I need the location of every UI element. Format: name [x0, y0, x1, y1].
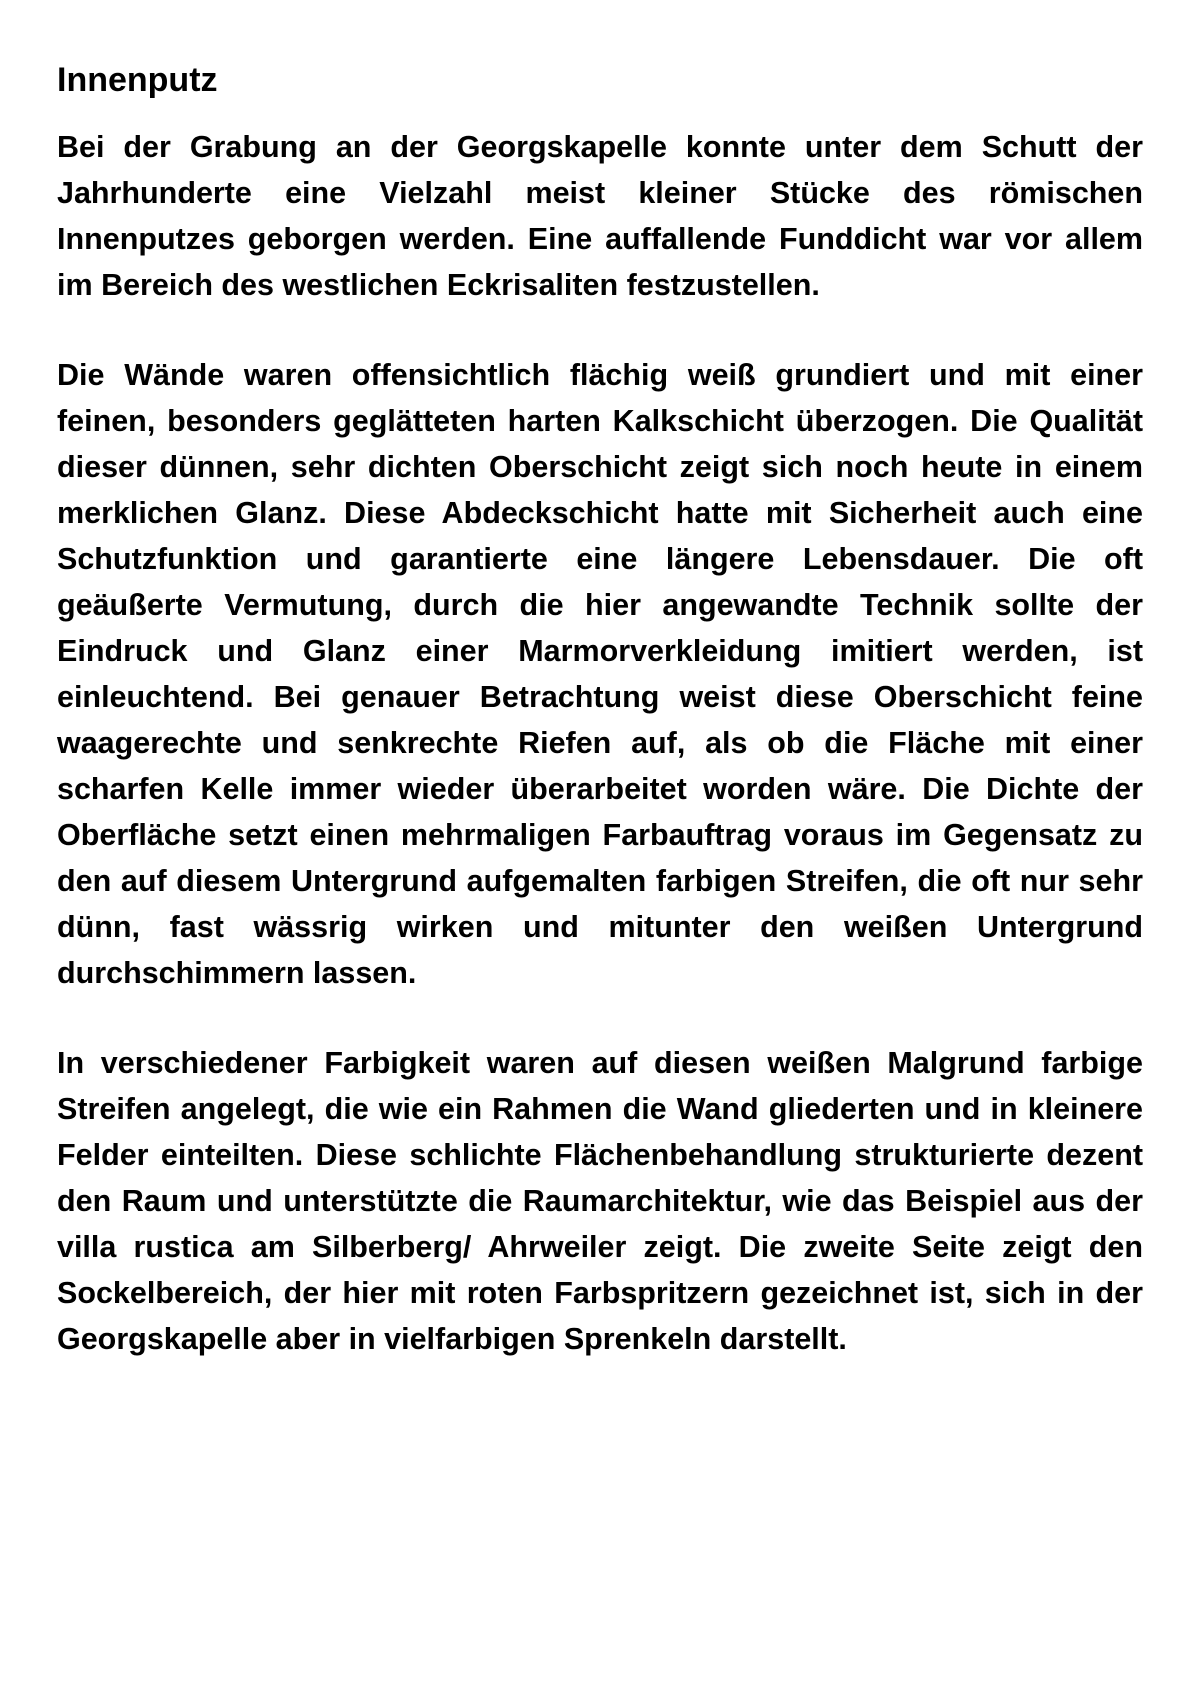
document-page [57, 58, 1143, 1362]
page-heading: Innenputz [57, 61, 218, 99]
paragraph-wall-surface: Die Wände waren offensichtlich flächig weiß grundiert und mit einer feinen, besonders geglätteten harten Kalkschicht überzogen. Die Qualität dieser dünnen, sehr dichten Oberschicht zeigt sich noch heute in einem merklichen Glanz. Diese Abdeckschicht hatte mit Sicherheit auch eine Schutzfunktion und garantierte eine längere Lebensdauer. Die oft geäußerte Vermutung, durch die hier angewandte Technik sollte der Eindruck und Glanz einer Marmorverkleidung imitiert werden, ist einleuchtend. Bei genauer Betrachtung weist diese Oberschicht feine waagerechte und senkrechte Riefen auf, als ob die Fläche mit einer scharfen Kelle immer wieder überarbeitet worden wäre. Die Dichte der Oberfläche setzt einen mehrmaligen Farbauftrag voraus im Gegensatz zu den auf diesem Untergrund aufgemalten farbigen Streifen, die oft nur sehr dünn, fast wässrig wirken und mitunter den weißen Untergrund durchschimmern lassen. [57, 358, 1143, 990]
paragraph-color-stripes: In verschiedener Farbigkeit waren auf diesen weißen Malgrund farbige Streifen angelegt, die wie ein Rahmen die Wand gliederten und in kleinere Felder einteilten. Diese schlichte Flächenbehandlung strukturierte dezent den Raum und unterstützte die Raumarchitektur, wie das Beispiel aus der villa rustica am Silberberg/ Ahrweiler zeigt. Die zweite Seite zeigt den Sockelbereich, der hier mit roten Farbspritzern gezeichnet ist, sich in der Georgskapelle aber in vielfarbigen Sprenkeln darstellt. [57, 1046, 1143, 1356]
paragraph-intro: Bei der Grabung an der Georgskapelle konnte unter dem Schutt der Jahrhunderte eine Vielzahl meist kleiner Stücke des römischen Innenputzes geborgen werden. Eine auffallende Funddicht war vor allem im Bereich des westlichen Eckrisaliten festzustellen. [57, 130, 1143, 302]
